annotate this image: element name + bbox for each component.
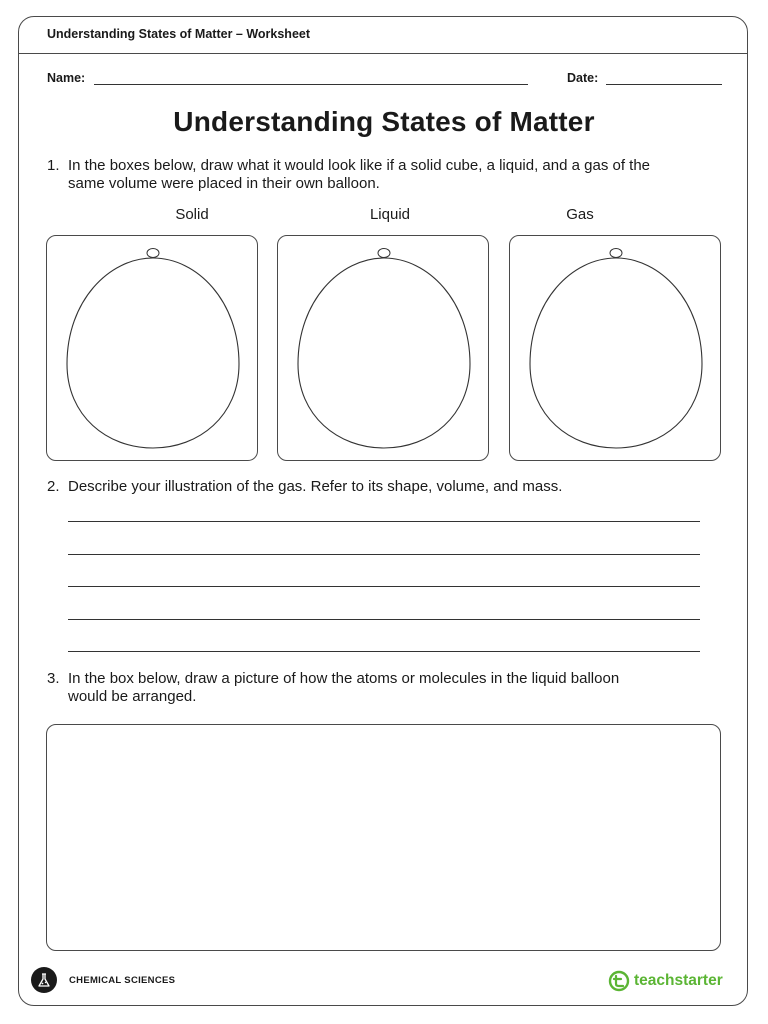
question-1 [47,157,747,197]
question-number: 1. [47,157,60,174]
header-divider [19,53,748,54]
question-text-line1: In the box below, draw a picture of how the atoms or molecules in the liquid balloon [68,670,620,687]
balloon-icon [510,236,722,462]
question-text-line1: In the boxes below, draw what it would look like if a solid cube, a liquid, and a gas of the [68,157,651,174]
balloon-label-liquid: Liquid [369,206,411,223]
balloon-icon [278,236,490,462]
answer-line[interactable] [68,521,700,522]
brand-logo [608,969,723,993]
question-number: 2. [47,478,60,495]
date-label: Date: [567,71,599,85]
question-2 [47,478,747,498]
question-3 [47,670,747,710]
question-text-line2: same volume were placed in their own balloon. [68,175,380,192]
brand-logo-icon [608,970,630,992]
answer-line[interactable] [68,619,700,620]
name-field[interactable] [94,84,528,85]
balloon-icon [47,236,259,462]
name-label: Name: [47,71,86,85]
balloon-label-gas: Gas [566,206,594,223]
molecule-drawing-box[interactable] [46,724,721,951]
answer-line[interactable] [68,554,700,555]
flask-icon [31,967,57,993]
question-text-line2: would be arranged. [68,688,197,705]
date-field[interactable] [606,84,722,85]
question-text-line1: Describe your illustration of the gas. Refer to its shape, volume, and mass. [68,478,563,495]
balloon-drawing-box-solid[interactable] [46,235,258,461]
balloon-drawing-box-gas[interactable] [509,235,721,461]
question-number: 3. [47,670,60,687]
balloon-label-solid: Solid [175,206,209,223]
header-title: Understanding States of Matter – Worksheet [47,27,311,41]
brand-name: teachstarter [634,972,723,989]
subject-label: CHEMICAL SCIENCES [69,975,176,986]
answer-line[interactable] [68,586,700,587]
answer-line[interactable] [68,651,700,652]
balloon-drawing-box-liquid[interactable] [277,235,489,461]
page-title: Understanding States of Matter [173,106,595,137]
